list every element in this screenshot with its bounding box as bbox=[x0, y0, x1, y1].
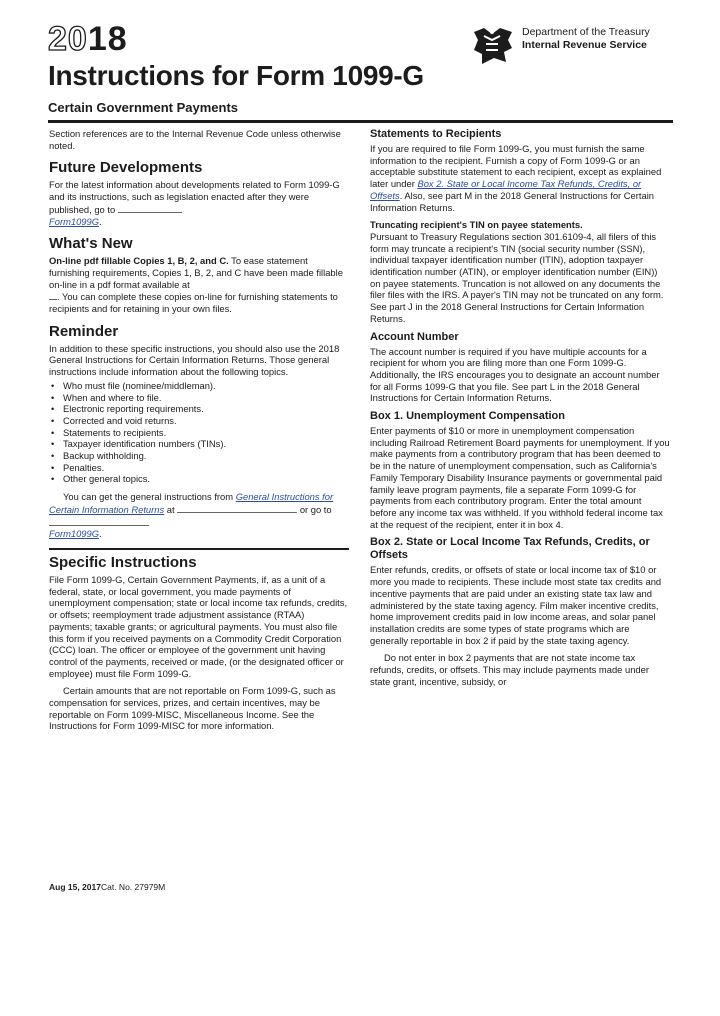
url-blank-3 bbox=[177, 503, 297, 513]
topics-list bbox=[49, 380, 349, 485]
box2-link[interactable]: Box 2. State or Local Income Tax Refunds, Credits, or Offsets bbox=[370, 178, 642, 201]
box1-heading: Box 1. Unemployment Compensation bbox=[370, 410, 565, 423]
catalog-number: Cat. No. 27979M bbox=[100, 882, 166, 892]
specific-instructions-p1: File Form 1099-G, Certain Government Payments, if, as a unit of a federal, state, or local government, you made payments of unemployment compensation; state or local income tax refunds, credits, or offsets; reemployment trade adjustment assistance (RTAA) payments; taxable grants; or agricultural payments. You must also file this form if you received payments on a Commodity Credit Corporation (CCC) loan. The officer or employee of the government unit having control of the payments, received or made, (or the designated officer or employee) must file Form 1099-G. bbox=[49, 573, 348, 679]
form1099g-link[interactable]: Form1099G bbox=[49, 528, 100, 540]
statements-heading: Statements to Recipients bbox=[370, 128, 502, 140]
right-column bbox=[370, 128, 670, 693]
truncating-body: Pursuant to Treasury Regulations section 301.6109-4, all filers of this form may truncate a recipient's TIN (social security number (SSN), individual taxpayer identification number (ITIN), adoption taxpayer identification number (ATIN), or employer identification number (EIN)) on payee statements. Truncation is not allowed on any documents the filer files with the IRS. A payer's TIN may not be truncated on any form. See part J in the 2018 General Instructions for Certain Information Returns. bbox=[370, 230, 664, 324]
truncating-lead: Truncating recipient's TIN on payee statements. bbox=[370, 219, 583, 231]
box2-heading: Box 2. State or Local Income Tax Refunds, Credits, or Offsets bbox=[370, 536, 650, 562]
list-item: • Corrected and void returns. bbox=[61, 415, 349, 427]
box2-text: Enter refunds, credits, or offsets of state or local income tax of $10 or more you made to recipients. These include most state tax credits and incentive payments that are paid under an existing state tax law and administered by the state taxing agency. Film maker incentive credits, home improvement credits paid in low income areas, and solar panel installation credits are some types of state programs which are generally reportable in box 2 if paid by the state taxing agency. bbox=[370, 564, 662, 646]
url-blank-2 bbox=[49, 290, 57, 300]
box2-text-2: Do not enter in box 2 payments that are not state income tax refunds, credits, or offsets. This may include payments made under state grant, incentive, subsidy, or bbox=[370, 652, 649, 687]
catalog-line bbox=[49, 882, 165, 892]
list-item: • When and where to file. bbox=[61, 392, 349, 404]
box1-text: Enter payments of $10 or more in unemployment compensation including Railroad Retirement Board payments for unemployment. If you make payments from a contributory program that has been deemed to be in the nature of unemployment compensation, such as California's Family Temporary Disability Insurance payments or governmental paid family leave program payments, file a separate Form 1099-G for payments from each contributory program. Enter the total amount before any income tax was withheld. If you withhold federal income tax at the request of the recipient, enter it in box 4. bbox=[370, 425, 670, 530]
section-divider bbox=[49, 548, 349, 550]
general-text-1: You can get the general instructions from bbox=[63, 491, 234, 503]
list-item: • Taxpayer identification numbers (TINs). bbox=[61, 438, 349, 450]
whats-new-body: To ease statement furnishing requirements, Copies 1, B, 2, and C have been made fillable on-line in a pdf format available at bbox=[49, 255, 343, 290]
general-instructions-text: You can get the general instructions from General Instructions for Certain Information Returns at or go to Form1099G. bbox=[49, 491, 334, 540]
whats-new-text bbox=[49, 255, 349, 315]
list-item: • Backup withholding. bbox=[61, 450, 349, 462]
account-number-heading: Account Number bbox=[370, 330, 459, 343]
list-item: • Who must file (nominee/middleman). bbox=[61, 380, 349, 392]
general-text-3: or go to bbox=[299, 503, 332, 515]
agency-block bbox=[470, 26, 650, 66]
list-item: • Statements to recipients. bbox=[61, 427, 349, 439]
year-outline: 20 bbox=[48, 20, 88, 58]
header-rule bbox=[48, 120, 673, 123]
url-blank bbox=[118, 203, 182, 213]
year-bold: 18 bbox=[87, 20, 128, 58]
general-text-2: at bbox=[166, 503, 175, 515]
revision-date: Aug 15, 2017 bbox=[49, 882, 101, 892]
statements-body-1: If you are required to file Form 1099-G, you must furnish the same information to the recipient. Furnish a copy of Form 1099-G or an acceptable substitute statement to each recipient, except as explained later under bbox=[370, 143, 662, 190]
list-item: • Penalties. bbox=[61, 462, 349, 474]
left-column bbox=[49, 128, 349, 738]
url-blank-4 bbox=[49, 516, 149, 526]
specific-instructions-p2: Certain amounts that are not reportable on Form 1099-G, such as compensation for services, prizes, and certain incentives, may be reportable on Form 1099-MISC, Miscellaneous Income. See the Instructions for Form 1099-MISC for more information. bbox=[49, 685, 336, 732]
reminder-text: In addition to these specific instructions, you should also use the 2018 General Instructions for Certain Information Returns. Those general instructions include information about the following topics. bbox=[49, 342, 340, 378]
whats-new-lead: On-line pdf fillable Copies 1, B, 2, and C. bbox=[49, 255, 229, 267]
list-item: • Electronic reporting requirements. bbox=[61, 403, 349, 415]
specific-instructions-heading: Specific Instructions bbox=[49, 553, 197, 571]
general-instructions-link[interactable]: General Instructions for Certain Information Returns bbox=[49, 491, 334, 515]
intro-text: Section references are to the Internal Revenue Code unless otherwise noted. bbox=[49, 128, 341, 151]
list-item: • Other general topics. bbox=[61, 473, 349, 485]
whats-new-body-2: . You can complete these copies on-line for furnishing statements to recipients and for retaining in your own files. bbox=[49, 291, 338, 315]
agency-irs: Internal Revenue Service bbox=[522, 39, 647, 51]
whats-new-heading: What's New bbox=[49, 235, 133, 253]
account-number-text: The account number is required if you have multiple accounts for a recipient for whom you are filing more than one Form 1099-G. Additionally, the IRS encourages you to designate an account number for all Forms 1099-G that you file. See part L in the 2018 General Instructions for Certain Information Returns. bbox=[370, 345, 660, 404]
page-title: Instructions for Form 1099-G bbox=[48, 60, 424, 91]
future-developments-text: For the latest information about developments related to Form 1099-G and its instructions, such as legislation enacted after they were published, go to Form1099G. bbox=[49, 179, 340, 227]
reminder-heading: Reminder bbox=[49, 322, 119, 340]
future-link[interactable]: Form1099G bbox=[49, 215, 100, 227]
irs-eagle-logo-icon bbox=[470, 26, 516, 66]
future-developments-heading: Future Developments bbox=[49, 159, 203, 177]
statements-body-2: . Also, see part M in the 2018 General Instructions for Certain Information Returns. bbox=[370, 189, 654, 213]
statements-text bbox=[370, 143, 670, 213]
future-text: For the latest information about developments related to Form 1099-G and its instructions, such as legislation enacted after they were published, go to bbox=[49, 179, 340, 215]
agency-department: Department of the Treasury bbox=[522, 26, 650, 38]
page-subtitle: Certain Government Payments bbox=[48, 100, 239, 115]
truncating-text bbox=[370, 219, 670, 324]
form-year bbox=[48, 22, 128, 56]
